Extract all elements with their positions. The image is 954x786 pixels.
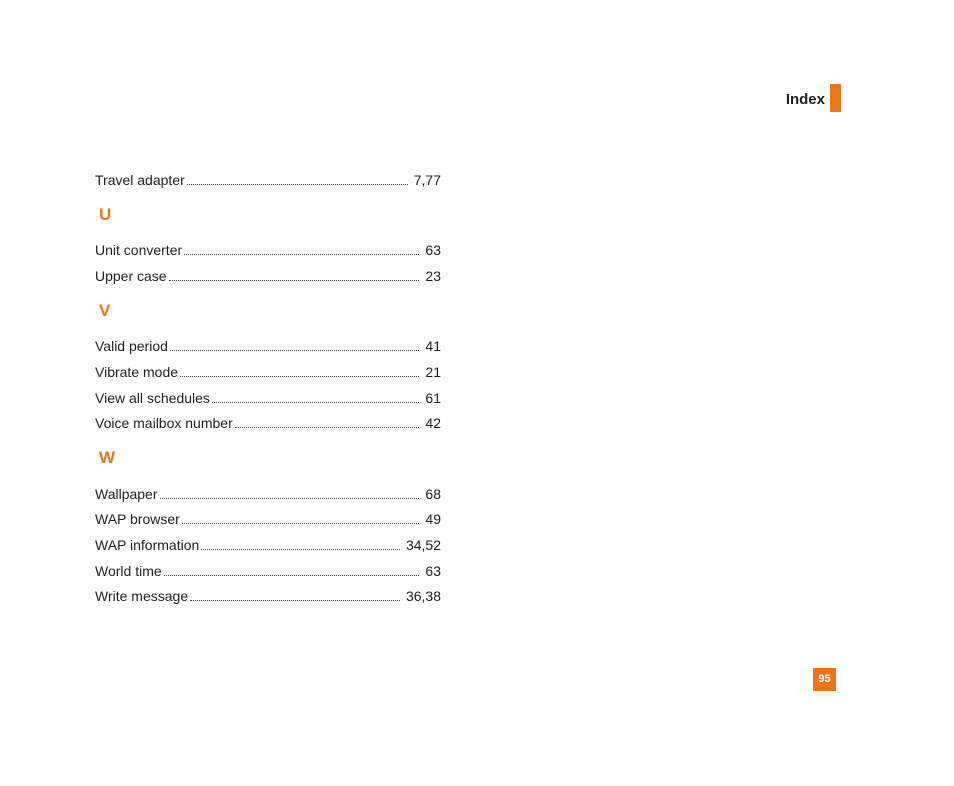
entry-page: 36,38 <box>405 588 441 605</box>
section-letter-v: V <box>99 300 111 320</box>
index-entry <box>95 528 441 554</box>
dot-leader <box>160 497 420 499</box>
index-entry <box>95 234 441 260</box>
index-entry <box>95 554 441 580</box>
entry-page: 34,52 <box>405 536 441 553</box>
entry-page: 68 <box>425 485 441 502</box>
index-entry <box>95 163 441 189</box>
dot-leader <box>182 522 420 524</box>
dot-leader <box>184 253 419 255</box>
dot-leader <box>212 401 420 403</box>
entry-page: 49 <box>425 511 441 528</box>
entry-page: 7,77 <box>413 171 441 188</box>
index-entry <box>95 381 441 407</box>
page-title: Index <box>785 91 825 108</box>
page-header <box>786 84 841 112</box>
index-entry <box>95 330 441 356</box>
entry-page: 21 <box>425 363 441 380</box>
entry-page: 61 <box>425 389 441 406</box>
dot-leader <box>170 349 420 351</box>
dot-leader <box>201 548 400 550</box>
dot-leader <box>187 183 408 185</box>
page-number-badge: 95 <box>813 668 836 691</box>
entry-term: Wallpaper <box>95 485 158 502</box>
entry-page: 63 <box>425 242 441 259</box>
entry-page: 41 <box>425 338 441 355</box>
entry-term: WAP information <box>95 536 200 553</box>
dot-leader <box>190 599 400 601</box>
entry-term: Voice mailbox number <box>95 415 233 432</box>
dot-leader <box>235 426 420 428</box>
dot-leader <box>164 574 420 576</box>
entry-page: 23 <box>425 267 441 284</box>
index-entry <box>95 503 441 529</box>
index-entry <box>95 407 441 433</box>
entry-term: Unit converter <box>95 242 183 259</box>
index-entry <box>95 477 441 503</box>
dot-leader <box>180 375 419 377</box>
dot-leader <box>169 279 420 281</box>
entry-term: Vibrate mode <box>95 363 179 380</box>
entry-term: World time <box>95 562 162 579</box>
entry-term: WAP browser <box>95 511 180 528</box>
index-entry <box>95 355 441 381</box>
entry-term: Travel adapter <box>95 171 185 188</box>
index-column <box>95 163 441 605</box>
entry-term: Write message <box>95 588 189 605</box>
index-entry <box>95 259 441 285</box>
entry-page: 42 <box>425 415 441 432</box>
section-letter-u: U <box>99 204 112 224</box>
entry-term: Upper case <box>95 267 167 284</box>
entry-term: View all schedules <box>95 389 210 406</box>
index-tab-marker <box>830 84 841 112</box>
section-letter-w: W <box>99 448 116 468</box>
index-entry <box>95 580 441 606</box>
entry-page: 63 <box>425 562 441 579</box>
entry-term: Valid period <box>95 338 168 355</box>
